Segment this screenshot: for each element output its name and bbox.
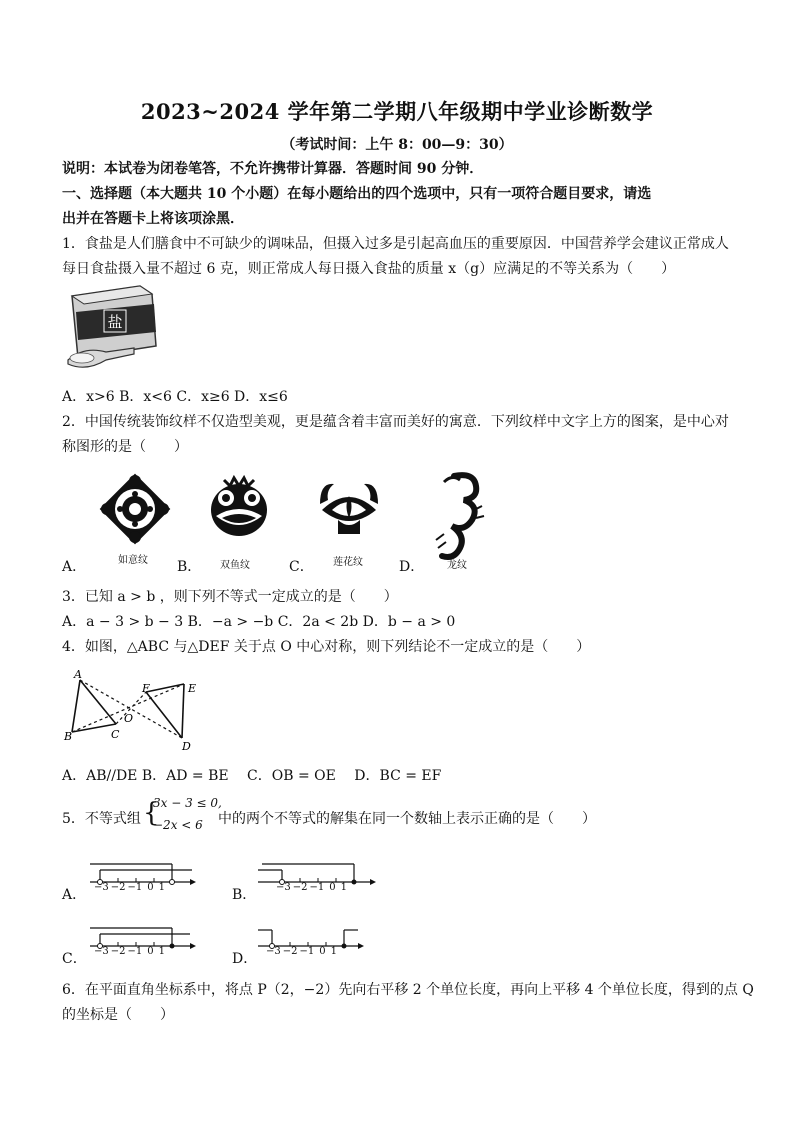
axis-b-labels: −3 −2 −1 0 1 bbox=[276, 882, 347, 893]
q5-option-b-letter: B． bbox=[232, 887, 257, 903]
q1-stem-line2: 每日食盐摄入量不超过 6 克，则正常成人每日摄入食盐的质量 x（g）应满足的不等关系为（ ） bbox=[62, 261, 676, 277]
point-f-label: F bbox=[142, 682, 150, 695]
q6-stem-line2: 的坐标是（ ） bbox=[62, 1007, 174, 1023]
q5-inequality-1: 3x − 3 ≤ 0, bbox=[153, 796, 222, 810]
axis-c-labels: −3 −2 −1 0 1 bbox=[94, 946, 165, 957]
q4-options: A．AB//DE B．AD = BE C．OB = OE D．BC = EF bbox=[62, 768, 442, 784]
axis-a-labels: −3 −2 −1 0 1 bbox=[94, 882, 165, 893]
lotus-pattern-icon bbox=[316, 474, 382, 540]
q4-stem: 4．如图，△ABC 与△DEF 关于点 O 中心对称，则下列结论不一定成立的是（ ） bbox=[62, 639, 591, 655]
page-title: 2023~2024 学年第二学期八年级期中学业诊断数学 bbox=[140, 99, 654, 124]
q5-prefix: 5．不等式组 bbox=[62, 811, 141, 827]
salt-character: 盐 bbox=[107, 313, 123, 331]
q6-stem-line1: 6．在平面直角坐标系中，将点 P（2，−2）先向右平移 2 个单位长度，再向上平移 4 个单位长度，得到的点 Q bbox=[62, 982, 754, 998]
q2-caption-a: 如意纹 bbox=[118, 555, 148, 566]
q5-option-c-letter: C． bbox=[62, 951, 87, 967]
q1-stem-line1: 1．食盐是人们膳食中不可缺少的调味品，但摄入过多是引起高血压的重要原因．中国营养学会建议正常成人 bbox=[62, 236, 729, 252]
q2-option-d-letter: D． bbox=[399, 559, 425, 575]
q3-options: A．a − 3 > b − 3 B．−a > −b C．2a < 2b D．b − a > 0 bbox=[62, 614, 456, 630]
ruyi-pattern-icon bbox=[98, 472, 172, 546]
point-c-label: C bbox=[111, 728, 120, 741]
q4-symmetric-triangles-diagram bbox=[62, 668, 202, 754]
notice: 说明：本试卷为闭卷笔答，不允许携带计算器．答题时间 90 分钟． bbox=[62, 161, 484, 177]
q1-options: A．x>6 B．x<6 C．x≥6 D．x≤6 bbox=[62, 389, 288, 405]
point-a-label: A bbox=[74, 668, 82, 681]
dragon-pattern-icon bbox=[430, 470, 490, 562]
q3-stem: 3．已知 a > b ，则下列不等式一定成立的是（ ） bbox=[62, 589, 398, 605]
q2-caption-d: 龙纹 bbox=[447, 560, 467, 571]
q5-option-d-letter: D． bbox=[232, 951, 258, 967]
q2-caption-b: 双鱼纹 bbox=[220, 560, 250, 571]
point-o-label: O bbox=[124, 712, 134, 725]
q5-inequality-2: −2x < 6 bbox=[153, 818, 203, 832]
q2-option-a-letter: A． bbox=[62, 559, 87, 575]
q5-system-brace: { bbox=[143, 798, 160, 828]
q5-option-a-letter: A． bbox=[62, 887, 87, 903]
section-heading-line1: 一、选择题（本大题共 10 个小题）在每小题给出的四个选项中，只有一项符合题目要求，请选 bbox=[62, 186, 652, 202]
q2-stem-line2: 称图形的是（ ） bbox=[62, 439, 188, 455]
q2-option-c-letter: C． bbox=[289, 559, 314, 575]
double-fish-pattern-icon bbox=[204, 472, 274, 542]
section-heading-line2: 出并在答题卡上将该项涂黑． bbox=[62, 211, 244, 227]
axis-d-labels: −3 −2 −1 0 1 bbox=[266, 946, 337, 957]
salt-bag-illustration bbox=[64, 282, 164, 376]
q2-caption-c: 莲花纹 bbox=[333, 557, 363, 568]
q2-option-b-letter: B． bbox=[177, 559, 202, 575]
point-b-label: B bbox=[64, 730, 73, 743]
point-d-label: D bbox=[182, 740, 191, 753]
point-e-label: E bbox=[188, 682, 197, 695]
q5-suffix: 中的两个不等式的解集在同一个数轴上表示正确的是（ ） bbox=[218, 811, 596, 827]
q2-stem-line1: 2．中国传统装饰纹样不仅造型美观，更是蕴含着丰富而美好的寓意．下列纹样中文字上方的图案，是中心对 bbox=[62, 414, 729, 430]
exam-time: （考试时间：上午 8：00—9：30） bbox=[281, 137, 513, 153]
